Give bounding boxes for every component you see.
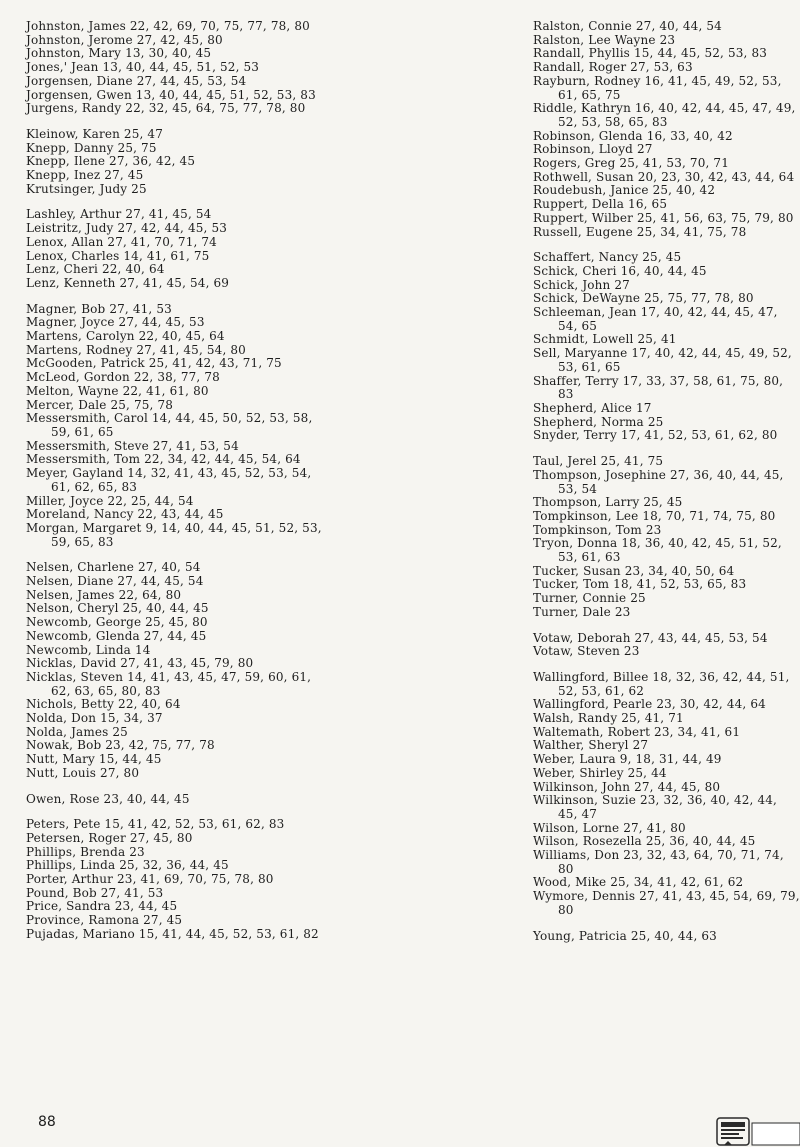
index-entry: Leistritz, Judy 27, 42, 44, 45, 53 [26, 221, 228, 236]
index-entry: Magner, Bob 27, 41, 53 [26, 301, 172, 316]
index-entry: Shepherd, Alice 17 [533, 400, 652, 415]
index-entry: Jones,' Jean 13, 40, 44, 45, 51, 52, 53 [26, 60, 260, 75]
index-entry: Messersmith, Tom 22, 34, 42, 44, 45, 54, 64 [26, 452, 301, 467]
index-column-left [26, 20, 326, 942]
publisher-logo [716, 1115, 800, 1147]
publisher-seal-icon [717, 1118, 749, 1145]
index-entry: Mercer, Dale 25, 75, 78 [26, 397, 174, 412]
index-entry: Phillips, Linda 25, 32, 36, 44, 45 [26, 858, 229, 873]
index-entry: Weber, Shirley 25, 44 [533, 765, 667, 780]
index-entry: Jorgensen, Gwen 13, 40, 44, 45, 51, 52, 53, 83 [26, 87, 316, 102]
index-entry: Walther, Sheryl 27 [533, 738, 649, 753]
index-entry: Rothwell, Susan 20, 23, 30, 42, 43, 44, 64 [533, 169, 795, 184]
index-entry: Waltemath, Robert 23, 34, 41, 61 [533, 724, 741, 739]
index-entry: Price, Sandra 23, 44, 45 [26, 899, 178, 914]
index-entry: Magner, Joyce 27, 44, 45, 53 [26, 315, 205, 330]
index-entry: Wilson, Rosezella 25, 36, 40, 44, 45 [533, 834, 756, 849]
index-entry: Schick, DeWayne 25, 75, 77, 78, 80 [533, 291, 754, 306]
index-entry: Nolda, Don 15, 34, 37 [26, 711, 163, 726]
index-entry: Nichols, Betty 22, 40, 64 [26, 697, 181, 712]
index-entry: Newcomb, Glenda 27, 44, 45 [26, 628, 207, 643]
index-entry: Kleinow, Karen 25, 47 [26, 126, 163, 141]
index-entry: Lenox, Allan 27, 41, 70, 71, 74 [26, 234, 217, 249]
index-entry: Turner, Dale 23 [533, 604, 631, 619]
index-entry: Lenz, Cheri 22, 40, 64 [26, 262, 165, 277]
index-entry: Thompson, Larry 25, 45 [533, 495, 683, 510]
index-entry: Schick, Cheri 16, 40, 44, 45 [533, 263, 707, 278]
index-entry: Randall, Phyllis 15, 44, 45, 52, 53, 83 [533, 46, 768, 61]
index-entry: Pujadas, Mariano 15, 41, 44, 45, 52, 53, 61, 82 [26, 926, 319, 941]
index-entry: Porter, Arthur 23, 41, 69, 70, 75, 78, 80 [26, 872, 274, 887]
index-entry: Moreland, Nancy 22, 43, 44, 45 [26, 507, 224, 522]
index-entry: Tryon, Donna 18, 36, 40, 42, 45, 51, 52, 53, 61, 63 [533, 536, 782, 565]
index-entry: Wallingford, Pearle 23, 30, 42, 44, 64 [533, 697, 766, 712]
index-entry: Owen, Rose 23, 40, 44, 45 [26, 791, 190, 806]
index-entry: Tompkinson, Lee 18, 70, 71, 74, 75, 80 [533, 508, 776, 523]
index-entry: Ruppert, Della 16, 65 [533, 197, 668, 212]
index-entry: Nutt, Louis 27, 80 [26, 765, 140, 780]
index-entry: Lashley, Arthur 27, 41, 45, 54 [26, 207, 212, 222]
page-number: 88 [38, 1114, 56, 1130]
index-entry: Shaffer, Terry 17, 33, 37, 58, 61, 75, 80, 83 [533, 373, 784, 402]
index-entry: Robinson, Glenda 16, 33, 40, 42 [533, 128, 733, 143]
index-entry: Jorgensen, Diane 27, 44, 45, 53, 54 [26, 73, 247, 88]
index-entry: Snyder, Terry 17, 41, 52, 53, 61, 62, 80 [533, 428, 778, 443]
index-entry: Knepp, Danny 25, 75 [26, 140, 157, 155]
index-entry: McLeod, Gordon 22, 38, 77, 78 [26, 370, 220, 385]
index-entry: Nolda, James 25 [26, 724, 128, 739]
index-entry: Krutsinger, Judy 25 [26, 181, 147, 196]
index-entry: Roudebush, Janice 25, 40, 42 [533, 183, 716, 198]
index-entry: Nutt, Mary 15, 44, 45 [26, 752, 162, 767]
index-entry: Walsh, Randy 25, 41, 71 [533, 711, 684, 726]
index-entry: Nelson, Cheryl 25, 40, 44, 45 [26, 601, 209, 616]
index-entry: Russell, Eugene 25, 34, 41, 75, 78 [533, 224, 747, 239]
index-entry: Johnston, James 22, 42, 69, 70, 75, 77, 78, 80 [26, 19, 310, 33]
index-entry: Tucker, Susan 23, 34, 40, 50, 64 [533, 563, 735, 578]
index-entry: Newcomb, George 25, 45, 80 [26, 615, 208, 630]
index-entry: Schleeman, Jean 17, 40, 42, 44, 45, 47, 54, 65 [533, 305, 778, 333]
index-entry: Knepp, Inez 27, 45 [26, 168, 144, 183]
index-entry: Sell, Maryanne 17, 40, 42, 44, 45, 49, 52, 53, 61, 65 [533, 346, 792, 374]
index-entry: Nowak, Bob 23, 42, 75, 77, 78 [26, 738, 215, 753]
index-entry: Nicklas, Steven 14, 41, 43, 45, 47, 59, 60, 61, 62, 63, 65, 80, 83 [26, 669, 312, 698]
index-entry: Schick, John 27 [533, 277, 630, 292]
index-entry: Rayburn, Rodney 16, 41, 45, 49, 52, 53, 61, 65, 75 [533, 73, 782, 102]
index-entry: Phillips, Brenda 23 [26, 844, 145, 859]
index-entry: Votaw, Deborah 27, 43, 44, 45, 53, 54 [533, 630, 768, 645]
index-entry: Ralston, Connie 27, 40, 44, 54 [533, 19, 722, 33]
index-entry: Melton, Wayne 22, 41, 61, 80 [26, 383, 209, 398]
index-entry: Messersmith, Steve 27, 41, 53, 54 [26, 438, 239, 453]
index-entry: Miller, Joyce 22, 25, 44, 54 [26, 493, 194, 508]
index-entry: Tucker, Tom 18, 41, 52, 53, 65, 83 [533, 577, 747, 592]
index-entry: Johnston, Jerome 27, 42, 45, 80 [26, 32, 223, 47]
index-entry: Taul, Jerel 25, 41, 75 [533, 454, 664, 469]
index-entry: Shepherd, Norma 25 [533, 414, 664, 429]
index-entry: Wilkinson, John 27, 44, 45, 80 [533, 779, 721, 794]
index-entry: Wymore, Dennis 27, 41, 43, 45, 54, 69, 79, 80 [533, 889, 800, 917]
index-entry: Nelsen, James 22, 64, 80 [26, 587, 182, 602]
index-entry: Johnston, Mary 13, 30, 40, 45 [26, 46, 212, 61]
index-entry: Nicklas, David 27, 41, 43, 45, 79, 80 [26, 656, 254, 671]
index-entry: Ralston, Lee Wayne 23 [533, 32, 676, 47]
index-entry: Nelsen, Diane 27, 44, 45, 54 [26, 574, 204, 589]
index-entry: Williams, Don 23, 32, 43, 64, 70, 71, 74, 80 [533, 848, 784, 876]
index-entry: Tompkinson, Tom 23 [533, 522, 662, 537]
index-entry: Wilkinson, Suzie 23, 32, 36, 40, 42, 44, 45, 47 [533, 793, 777, 821]
index-entry: Ruppert, Wilber 25, 41, 56, 63, 75, 79, 80 [533, 210, 794, 225]
index-entry: Young, Patricia 25, 40, 44, 63 [533, 928, 717, 943]
index-entry: Wallingford, Billee 18, 32, 36, 42, 44, 51, 52, 53, 61, 62 [533, 669, 790, 698]
index-column-right [533, 20, 800, 943]
index-entry: Martens, Carolyn 22, 40, 45, 64 [26, 329, 225, 344]
index-entry: Lenox, Charles 14, 41, 61, 75 [26, 248, 210, 263]
index-entry: Wilson, Lorne 27, 41, 80 [533, 820, 686, 835]
index-entry: Robinson, Lloyd 27 [533, 142, 653, 157]
index-entry: Votaw, Steven 23 [533, 644, 640, 659]
index-entry: Randall, Roger 27, 53, 63 [533, 60, 693, 75]
index-entry: Weber, Laura 9, 18, 31, 44, 49 [533, 752, 722, 767]
index-entry: Newcomb, Linda 14 [26, 642, 151, 657]
index-entry: Turner, Connie 25 [533, 591, 646, 606]
index-entry: McGooden, Patrick 25, 41, 42, 43, 71, 75 [26, 356, 282, 371]
index-entry: Morgan, Margaret 9, 14, 40, 44, 45, 51, 52, 53, 59, 65, 83 [26, 520, 322, 549]
index-entry: Wood, Mike 25, 34, 41, 42, 61, 62 [533, 875, 744, 890]
index-entry: Rogers, Greg 25, 41, 53, 70, 71 [533, 156, 729, 171]
index-entry: Pound, Bob 27, 41, 53 [26, 885, 164, 900]
index-entry: Schaffert, Nancy 25, 45 [533, 250, 682, 265]
index-entry: Knepp, Ilene 27, 36, 42, 45 [26, 154, 196, 169]
index-entry: Petersen, Roger 27, 45, 80 [26, 830, 193, 845]
index-entry: Messersmith, Carol 14, 44, 45, 50, 52, 53, 58, 59, 61, 65 [26, 411, 313, 439]
index-entry: Peters, Pete 15, 41, 42, 52, 53, 61, 62, 83 [26, 817, 285, 832]
index-entry: Thompson, Josephine 27, 36, 40, 44, 45, 53, 54 [533, 467, 784, 496]
index-entry: Schmidt, Lowell 25, 41 [533, 332, 677, 347]
index-entry: Jurgens, Randy 22, 32, 45, 64, 75, 77, 78, 80 [26, 101, 306, 116]
index-entry: Nelsen, Charlene 27, 40, 54 [26, 560, 201, 575]
index-entry: Province, Ramona 27, 45 [26, 913, 183, 928]
index-entry: Meyer, Gayland 14, 32, 41, 43, 45, 52, 53, 54, 61, 62, 65, 83 [26, 466, 312, 494]
index-entry: Martens, Rodney 27, 41, 45, 54, 80 [26, 342, 246, 357]
index-entry: Lenz, Kenneth 27, 41, 45, 54, 69 [26, 275, 230, 290]
index-entry: Riddle, Kathryn 16, 40, 42, 44, 45, 47, 49, 52, 53, 58, 65, 83 [533, 101, 796, 129]
